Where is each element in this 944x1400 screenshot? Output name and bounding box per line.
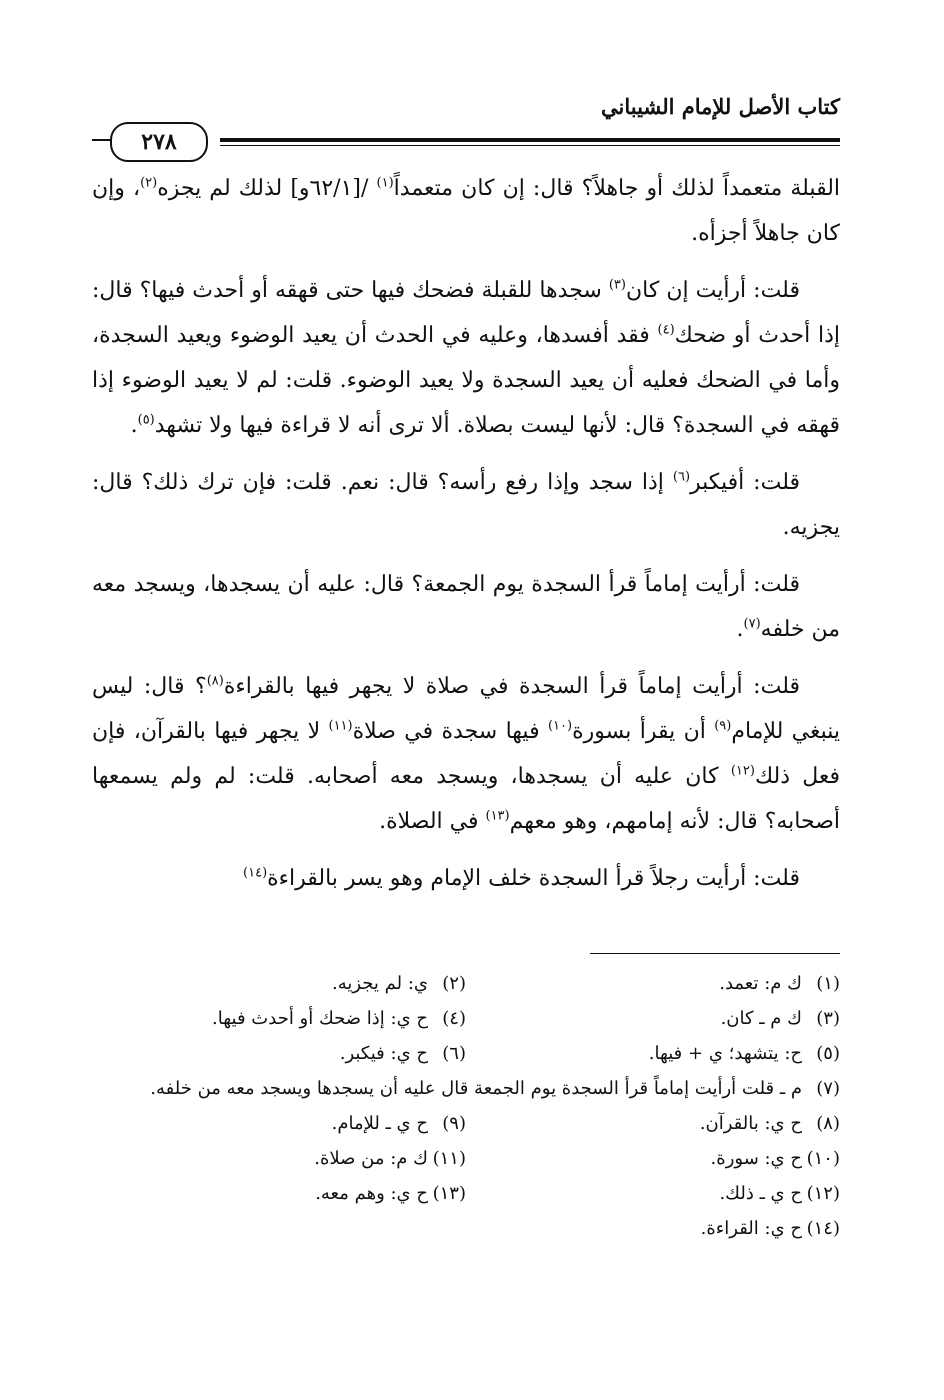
text-run: ، وإن كان جاهلاً أجزأه.: [92, 176, 840, 246]
text-run: إذا سجد وإذا رفع رأسه؟ قال: نعم. قلت: فإن ترك ذلك؟ قال: يجزيه.: [92, 470, 840, 540]
footnote-row: [92, 1036, 840, 1071]
paragraph: [92, 268, 840, 448]
footnote-number: (٩): [442, 1113, 466, 1134]
footnote-ref: (٤): [657, 322, 675, 338]
footnote-ref: (١): [376, 175, 394, 191]
footnote-ref: (١٠): [547, 718, 573, 734]
footnote-ref: (١٣): [485, 808, 510, 824]
footnote-7: [92, 1071, 840, 1106]
text-run: كان عليه أن يسجدها، ويسجد معه أصحابه. قلت: لم ولم يسمعها أصحابه؟ قال: لأنه إمامهم، وهو معهم: [92, 764, 840, 834]
paragraph: [92, 166, 840, 256]
paragraph: [92, 562, 840, 652]
paragraph: [92, 664, 840, 844]
paragraph: [92, 460, 840, 550]
footnote-text: ح ي: القراءة.: [700, 1218, 802, 1239]
footnote-number: (١٤): [806, 1218, 840, 1239]
footnote-ref: (١٢): [730, 763, 755, 779]
footnote-text: ك م ـ كان.: [720, 1008, 802, 1029]
footnote-text: ك م: تعمد.: [719, 973, 802, 994]
footnote-separator: [590, 953, 840, 954]
page-number-badge: [110, 122, 208, 162]
footnote-row: [92, 1106, 840, 1141]
text-run: قلت: أرأيت إن كان: [625, 278, 800, 303]
footnote-text: ح ي ـ ذلك.: [719, 1183, 802, 1204]
footnote-text: ح: يتشهد؛ ي + فيها.: [648, 1043, 802, 1064]
footnote-text: ح ي: سورة.: [710, 1148, 802, 1169]
footnote-ref: (٧): [743, 616, 761, 632]
footnote-6: [92, 1036, 466, 1071]
footnote-row: [92, 1211, 840, 1246]
footnote-ref: (٢): [140, 175, 158, 191]
footnote-number: (٧): [816, 1078, 840, 1099]
badge-tail-line: [92, 139, 112, 141]
footnote-1: [466, 966, 840, 1001]
footnote-row: [92, 1141, 840, 1176]
text-run: أن يقرأ بسورة: [572, 719, 715, 744]
page-number: ٢٧٨: [141, 129, 177, 155]
footnote-row: [92, 966, 840, 1001]
footnote-12: [466, 1176, 840, 1211]
footnote-text: ح ي: بالقرآن.: [699, 1113, 802, 1134]
footnote-ref: (١١): [328, 718, 353, 734]
footnote-row: [92, 1176, 840, 1211]
footnote-number: (١١): [432, 1148, 466, 1169]
footnote-number: (١): [816, 973, 840, 994]
footnote-row: [92, 1001, 840, 1036]
footnote-number: (٤): [442, 1008, 466, 1029]
footnote-text: ح ي: وهم معه.: [315, 1183, 428, 1204]
footnote-10: [466, 1141, 840, 1176]
footnote-text: ح ي ـ للإمام.: [331, 1113, 428, 1134]
footnote-number: (١٣): [432, 1183, 466, 1204]
footnote-number: (٣): [816, 1008, 840, 1029]
footnote-4: [92, 1001, 466, 1036]
footnote-5: [466, 1036, 840, 1071]
text-run: سجدها للقبلة فضحك فيها حتى قهقه أو أحدث فيها؟ قال: إذا أحدث أو ضحك: [92, 278, 840, 348]
footnote-2: [92, 966, 466, 1001]
text-run: القبلة متعمداً لذلك أو جاهلاً؟ قال: إن كان متعمداً: [393, 176, 841, 201]
text-run: فيها سجدة في صلاة: [352, 719, 548, 744]
text-run: ؟ قال: ليس ينبغي للإمام: [92, 674, 840, 744]
footnote-text: ك م: من صلاة.: [314, 1148, 428, 1169]
footnote-number: (٨): [816, 1113, 840, 1134]
text-run: /[٦٢/١و] لذلك لم يجزه: [157, 176, 377, 201]
footnote-ref: (١٤): [243, 865, 268, 881]
footnote-text: م ـ قلت أرأيت إماماً قرأ السجدة يوم الجمعة قال عليه أن يسجدها ويسجد معه من خلفه.: [150, 1078, 802, 1099]
header-rule-thin: [220, 145, 840, 146]
paragraph: [92, 856, 840, 901]
text-run: لا يجهر فيها بالقرآن، فإن فعل ذلك: [92, 719, 841, 789]
text-run: قلت: أرأيت إماماً قرأ السجدة في صلاة لا يجهر فيها بالقراءة: [223, 674, 800, 699]
text-run: قلت: أفيكبر: [690, 470, 800, 495]
footnote-number: (١٢): [806, 1183, 840, 1204]
text-run: .: [736, 617, 744, 642]
footnote-13: [92, 1176, 466, 1211]
text-run: فقد أفسدها، وعليه في الحدث أن يعيد الوضوء ويعيد السجدة، وأما في الضحك فعليه أن يعيد السجدة ولا يعيد الوضوء. قلت: لم لا يعيد الوضوء إذا قهقه في السجدة؟ قال: لأنها ليست بصلاة. ألا ترى أنه لا قراءة فيها ولا تشهد: [92, 323, 840, 438]
text-run: في الصلاة.: [379, 809, 486, 834]
footnote-9: [92, 1106, 466, 1141]
footnote-number: (٦): [442, 1043, 466, 1064]
main-text: [92, 166, 840, 901]
footnote-ref: (٩): [714, 718, 732, 734]
footnote-11: [92, 1141, 466, 1176]
footnote-row: [92, 1071, 840, 1106]
footnote-ref: (٨): [206, 673, 224, 689]
book-page: [92, 88, 840, 1348]
footnote-8: [466, 1106, 840, 1141]
text-run: قلت: أرأيت رجلاً قرأ السجدة خلف الإمام وهو يسر بالقراءة: [267, 866, 800, 891]
footnote-14: [466, 1211, 840, 1246]
footnote-text: ح ي: إذا ضحك أو أحدث فيها.: [212, 1008, 428, 1029]
text-run: .: [130, 413, 138, 438]
footnote-3: [466, 1001, 840, 1036]
footnotes: [92, 966, 840, 1246]
footnote-number: (٥): [816, 1043, 840, 1064]
header-rule-thick: [220, 138, 840, 142]
book-title: كتاب الأصل للإمام الشيباني: [601, 94, 840, 119]
footnote-number: (١٠): [806, 1148, 840, 1169]
footnote-text: ي: لم يجزيه.: [331, 973, 428, 994]
footnote-ref: (٦): [672, 469, 691, 485]
footnote-text: ح ي: فيكبر.: [339, 1043, 428, 1064]
page-header: [92, 88, 840, 155]
footnote-number: (٢): [442, 973, 466, 994]
footnote-ref: (٥): [137, 412, 155, 428]
footnote-ref: (٣): [608, 277, 626, 293]
text-run: قلت: أرأيت إماماً قرأ السجدة يوم الجمعة؟ قال: عليه أن يسجدها، ويسجد معه من خلفه: [92, 572, 840, 642]
